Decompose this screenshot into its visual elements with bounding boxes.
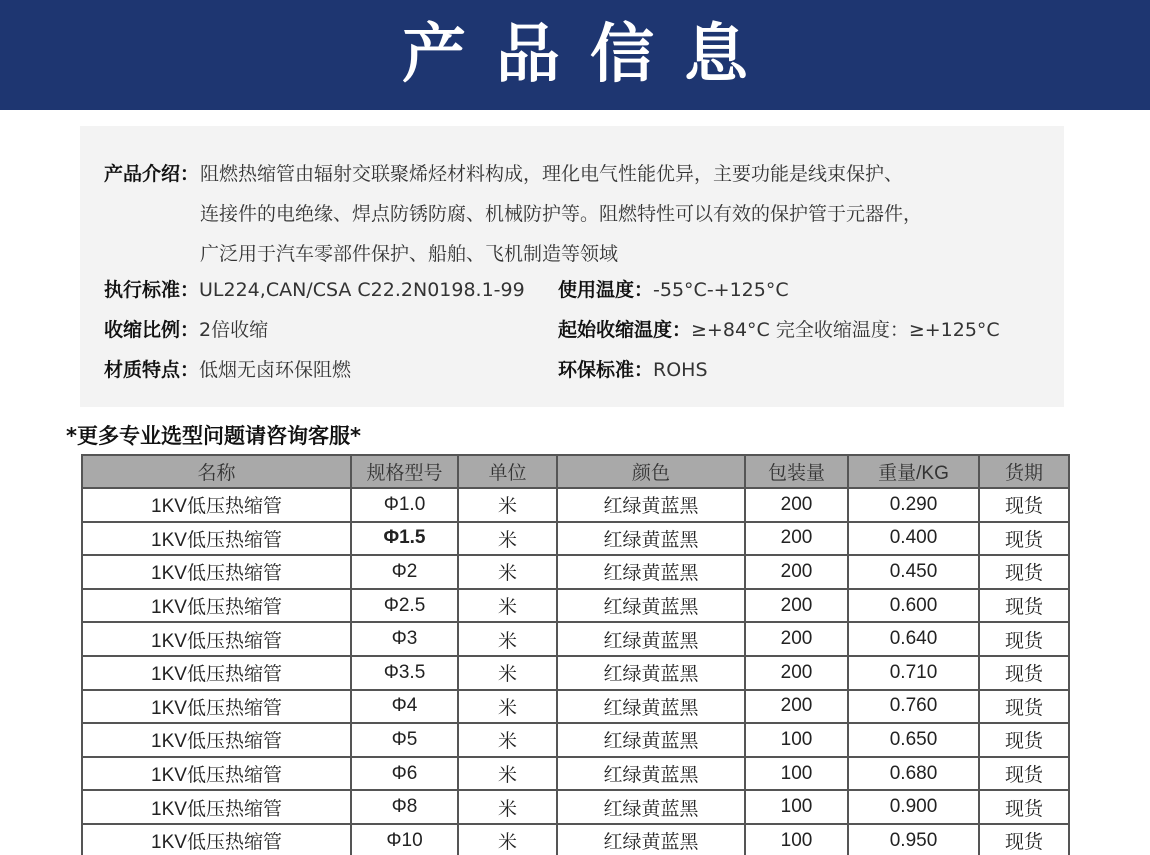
cell-unit: 米: [458, 723, 557, 757]
ratio-value: 2倍收缩: [199, 319, 269, 341]
consult-note: *更多专业选型问题请咨询客服*: [66, 424, 361, 448]
table-row: [82, 589, 1069, 623]
cell-model: Φ3.5: [351, 656, 458, 690]
cell-package: 100: [745, 824, 848, 855]
cell-weight: 0.650: [848, 723, 979, 757]
table-row: [82, 723, 1069, 757]
intro-line-2: 连接件的电绝缘、焊点防锈防腐、机械防护等。阻燃特性可以有效的保护管于元器件，: [200, 203, 923, 225]
cell-color: 红绿黄蓝黑: [557, 589, 745, 623]
cell-weight: 0.680: [848, 757, 979, 791]
cell-name: 1KV低压热缩管: [82, 622, 351, 656]
table-header-row: [82, 455, 1069, 488]
cell-color: 红绿黄蓝黑: [557, 522, 745, 556]
cell-model: Φ1.0: [351, 488, 458, 522]
table-row: [82, 555, 1069, 589]
cell-model: Φ2.5: [351, 589, 458, 623]
cell-model: Φ2: [351, 555, 458, 589]
cell-name: 1KV低压热缩管: [82, 723, 351, 757]
cell-unit: 米: [458, 589, 557, 623]
cell-weight: 0.900: [848, 790, 979, 824]
cell-model: Φ1.5: [351, 522, 458, 556]
cell-unit: 米: [458, 790, 557, 824]
cell-weight: 0.950: [848, 824, 979, 855]
cell-color: 红绿黄蓝黑: [557, 622, 745, 656]
cell-package: 200: [745, 690, 848, 724]
cell-package: 200: [745, 488, 848, 522]
header-weight: 重量/KG: [848, 455, 979, 488]
product-spec-table: [81, 454, 1070, 855]
cell-name: 1KV低压热缩管: [82, 690, 351, 724]
cell-name: 1KV低压热缩管: [82, 488, 351, 522]
cell-color: 红绿黄蓝黑: [557, 723, 745, 757]
env-label: 环保标准：: [558, 359, 654, 381]
shrink-full-label: 完全收缩温度：: [775, 319, 909, 341]
cell-delivery: 现货: [979, 589, 1069, 623]
cell-name: 1KV低压热缩管: [82, 824, 351, 855]
cell-delivery: 现货: [979, 656, 1069, 690]
cell-package: 200: [745, 555, 848, 589]
cell-model: Φ6: [351, 757, 458, 791]
cell-weight: 0.400: [848, 522, 979, 556]
table-row: [82, 824, 1069, 855]
spec-row-shrink: [104, 310, 1044, 350]
intro-label: 产品介绍：: [104, 163, 200, 185]
cell-model: Φ8: [351, 790, 458, 824]
standard-value: UL224,CAN/CSA C22.2N0198.1-99: [199, 279, 525, 301]
table-row: [82, 757, 1069, 791]
ratio-label: 收缩比例：: [104, 319, 200, 341]
cell-package: 200: [745, 589, 848, 623]
shrink-start-value: ≥+84°C: [691, 319, 770, 341]
cell-package: 100: [745, 723, 848, 757]
shrink-start-label: 起始收缩温度：: [558, 319, 692, 341]
cell-name: 1KV低压热缩管: [82, 555, 351, 589]
table-row: [82, 690, 1069, 724]
cell-name: 1KV低压热缩管: [82, 790, 351, 824]
cell-delivery: 现货: [979, 622, 1069, 656]
cell-model: Φ4: [351, 690, 458, 724]
cell-unit: 米: [458, 555, 557, 589]
cell-package: 100: [745, 790, 848, 824]
header-unit: 单位: [458, 455, 557, 488]
cell-color: 红绿黄蓝黑: [557, 656, 745, 690]
material-value: 低烟无卤环保阻燃: [199, 359, 352, 381]
table-row: [82, 522, 1069, 556]
cell-color: 红绿黄蓝黑: [557, 555, 745, 589]
table-row: [82, 622, 1069, 656]
cell-color: 红绿黄蓝黑: [557, 824, 745, 855]
header-package: 包装量: [745, 455, 848, 488]
material-label: 材质特点：: [104, 359, 200, 381]
cell-color: 红绿黄蓝黑: [557, 790, 745, 824]
cell-package: 200: [745, 656, 848, 690]
cell-name: 1KV低压热缩管: [82, 522, 351, 556]
cell-name: 1KV低压热缩管: [82, 656, 351, 690]
cell-color: 红绿黄蓝黑: [557, 488, 745, 522]
header-model: 规格型号: [351, 455, 458, 488]
temp-label: 使用温度：: [558, 279, 654, 301]
header-color: 颜色: [557, 455, 745, 488]
cell-delivery: 现货: [979, 723, 1069, 757]
cell-model: Φ3: [351, 622, 458, 656]
cell-weight: 0.600: [848, 589, 979, 623]
intro-line-3: 广泛用于汽车零部件保护、船舶、飞机制造等领域: [200, 243, 619, 265]
cell-weight: 0.710: [848, 656, 979, 690]
cell-unit: 米: [458, 757, 557, 791]
cell-unit: 米: [458, 522, 557, 556]
cell-model: Φ10: [351, 824, 458, 855]
spec-row-standard: [104, 270, 1044, 310]
cell-delivery: 现货: [979, 757, 1069, 791]
cell-weight: 0.290: [848, 488, 979, 522]
table-row: [82, 488, 1069, 522]
cell-unit: 米: [458, 622, 557, 656]
product-info-box: [80, 126, 1064, 407]
cell-delivery: 现货: [979, 488, 1069, 522]
cell-color: 红绿黄蓝黑: [557, 757, 745, 791]
cell-name: 1KV低压热缩管: [82, 589, 351, 623]
product-intro: [104, 154, 1044, 274]
table-row: [82, 790, 1069, 824]
header-name: 名称: [82, 455, 351, 488]
cell-delivery: 现货: [979, 522, 1069, 556]
cell-delivery: 现货: [979, 555, 1069, 589]
cell-unit: 米: [458, 690, 557, 724]
standard-label: 执行标准：: [104, 279, 200, 301]
table-row: [82, 656, 1069, 690]
table-body: [82, 488, 1069, 855]
cell-weight: 0.450: [848, 555, 979, 589]
cell-package: 100: [745, 757, 848, 791]
cell-unit: 米: [458, 656, 557, 690]
cell-name: 1KV低压热缩管: [82, 757, 351, 791]
intro-line-1: 阻燃热缩管由辐射交联聚烯烃材料构成，理化电气性能优异，主要功能是线束保护、: [200, 163, 904, 185]
cell-unit: 米: [458, 488, 557, 522]
spec-row-material: [104, 350, 1044, 390]
cell-model: Φ5: [351, 723, 458, 757]
page-title: 产品信息: [402, 18, 778, 92]
cell-delivery: 现货: [979, 790, 1069, 824]
cell-weight: 0.760: [848, 690, 979, 724]
cell-unit: 米: [458, 824, 557, 855]
env-value: ROHS: [653, 359, 708, 381]
cell-delivery: 现货: [979, 824, 1069, 855]
cell-package: 200: [745, 522, 848, 556]
shrink-full-value: ≥+125°C: [908, 319, 1000, 341]
cell-delivery: 现货: [979, 690, 1069, 724]
cell-package: 200: [745, 622, 848, 656]
header-delivery: 货期: [979, 455, 1069, 488]
cell-color: 红绿黄蓝黑: [557, 690, 745, 724]
temp-value: -55°C-+125°C: [653, 279, 789, 301]
title-banner: [0, 0, 1150, 110]
cell-weight: 0.640: [848, 622, 979, 656]
